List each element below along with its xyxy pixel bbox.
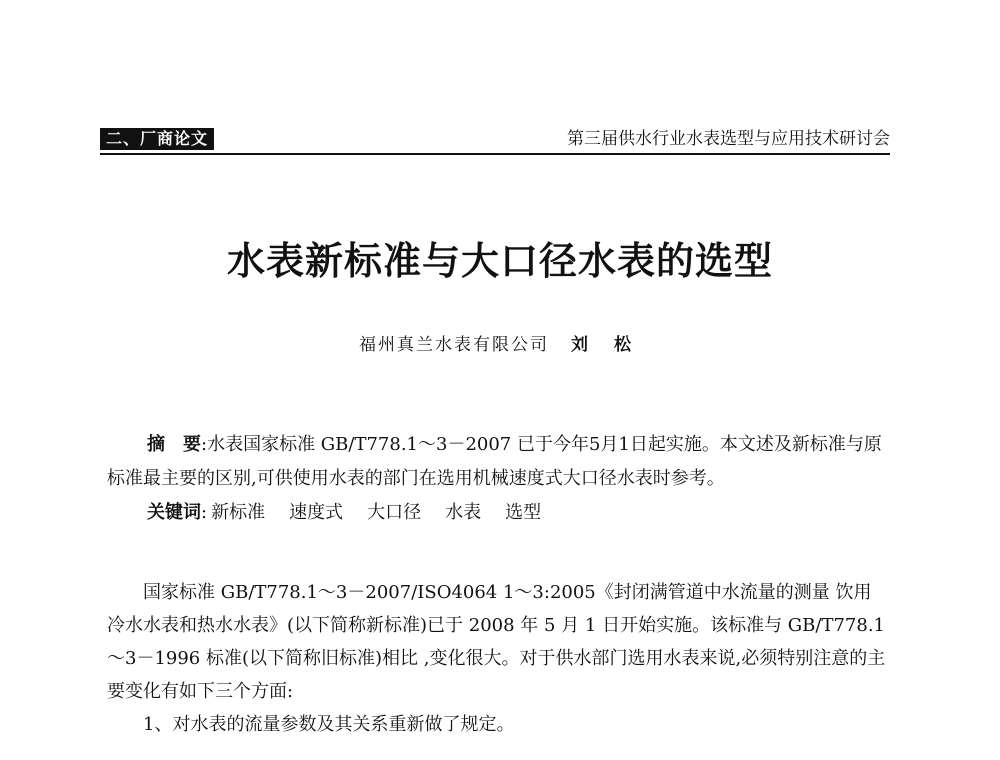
header-rule	[100, 153, 890, 155]
body-text	[107, 576, 889, 741]
keyword-item: 选型	[505, 502, 542, 523]
affiliation: 福州真兰水表有限公司	[359, 335, 550, 355]
keywords-label: 关键词	[147, 502, 201, 523]
body-list-item: 1、对水表的流量参数及其关系重新做了规定。	[143, 714, 515, 735]
keyword-item: 水表	[445, 502, 482, 523]
abstract-label: 摘 要	[147, 434, 201, 455]
keywords-line: 关键词: 新标准 速度式 大口径 水表 选型	[147, 502, 542, 523]
keyword-item: 大口径	[367, 502, 422, 523]
conference-title: 第三届供水行业水表选型与应用技术研讨会	[567, 129, 890, 148]
paper-title: 水表新标准与大口径水表的选型	[226, 239, 773, 283]
running-header	[100, 128, 890, 158]
keyword-item: 速度式	[289, 502, 344, 523]
abstract-section	[107, 428, 889, 530]
author-name: 刘 松	[571, 335, 641, 355]
byline	[0, 330, 1000, 355]
abstract-text: :水表国家标准 GB/T778.1～3－2007 已于今年5月1日起实施。本文述及新标准与原标准最主要的区别,可供使用水表的部门在选用机械速度式大口径水表时参考。	[107, 434, 882, 489]
section-label: 二、厂商论文	[100, 128, 214, 150]
abstract-paragraph	[107, 428, 889, 496]
keyword-item: 新标准	[211, 502, 266, 523]
body-paragraph: 国家标准 GB/T778.1～3－2007/ISO4064 1～3:2005《封闭满管道中水流量的测量 饮用冷水水表和热水水表》(以下简称新标准)已于 2008 年 5 月 1 日开始实施。该标准与 GB/T778.1～3－1996 标准(以下简称旧标准)相比 ,变化很大。对于供水部门选用水表来说,必须特别注意的主要变化有如下三个方面:	[107, 582, 886, 702]
